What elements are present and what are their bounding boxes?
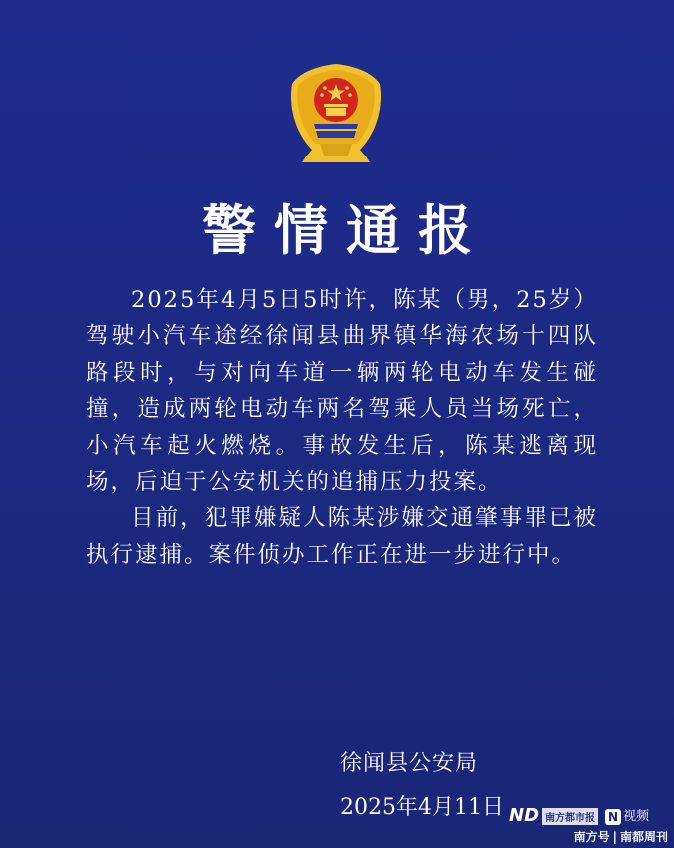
n-video-icon: N (605, 809, 621, 825)
signature-org: 徐闻县公安局 (340, 751, 479, 776)
bottom-watermark (574, 828, 668, 845)
n-video-label: 视频 (623, 809, 650, 824)
signature-date: 2025年4月11日 (340, 795, 504, 820)
notice-paragraph-1: 2025年4月5日5时许，陈某（男，25岁）驾驶小汽车途经徐闻县曲界镇华海农场十四队路段时，与对向车道一辆两轮电动车发生碰撞，造成两轮电动车两名驾乘人员当场死亡，小汽车起火燃烧。事故发生后，陈某逃离现场，后迫于公安机关的追捕压力投案。 (86, 287, 598, 496)
notice-paragraph-2: 目前，犯罪嫌疑人陈某涉嫌交通肇事罪已被执行逮捕。案件侦办工作正在进一步进行中。 (86, 505, 598, 568)
nandu-badge: 南方都市报 (542, 808, 598, 825)
notice-title: 警情通报 (202, 199, 490, 262)
nandu-weekly-label: 南都周刊 (619, 830, 668, 844)
nandu-logo-watermark (509, 805, 601, 825)
notice-body (86, 282, 598, 573)
police-emblem-icon (284, 58, 388, 168)
n-video-watermark (605, 805, 649, 825)
nanfanghao-label: 南方号 (573, 830, 610, 844)
watermark-divider: | (612, 830, 617, 844)
nandu-logo-text: ND (509, 805, 540, 826)
